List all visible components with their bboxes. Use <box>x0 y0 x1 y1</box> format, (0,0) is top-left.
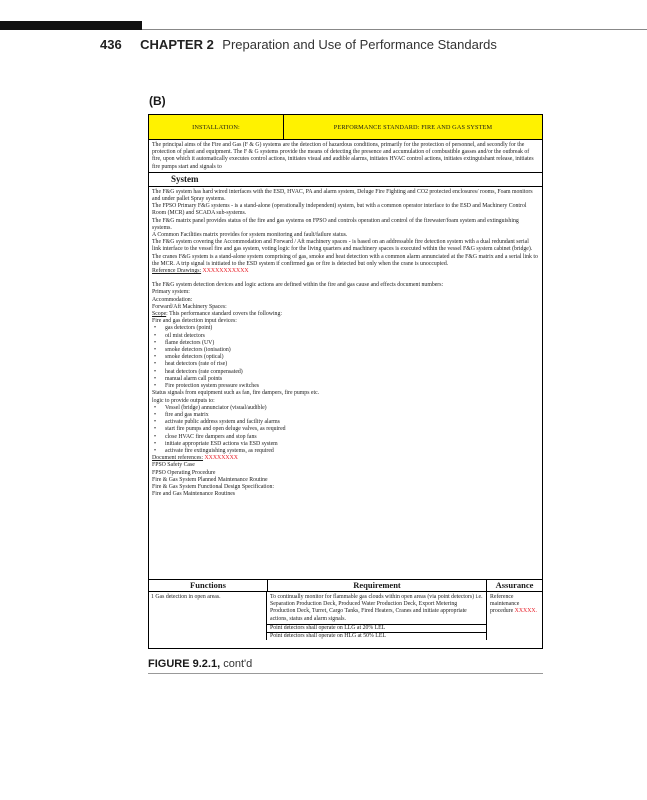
list-item: • heat detectors (rate of rise) <box>152 361 539 368</box>
list-item: • activate public address system and facility alarms <box>152 419 539 426</box>
functions-header: Functions <box>149 580 268 591</box>
list-item: • Vessel (bridge) annunciator (visual/audible) <box>152 405 539 412</box>
title-row <box>149 115 542 140</box>
header-bar-block <box>0 21 142 30</box>
functions-table <box>149 579 542 640</box>
system-paragraph: The F&G system covering the Accommodation and Forward / Aft machinery spaces - is based on an addressable fire detection system with a dual redundant serial link interface to the vessel fire and gas system, voting logic for the living quarters and machinery spaces is executed within the vessel F&G system cabinet (bridge). <box>152 239 533 253</box>
list-item: • smoke detectors (ionisation) <box>152 347 539 354</box>
system-paragraph: The F&G system has hard wired interfaces with the ESD, HVAC, PA and alarm system, Deluge Fire Fighting and CO2 protected enclosures/ rooms, Foam monitors and under pallet Spray systems. <box>152 188 533 203</box>
list-item: • Fire protection system pressure switches <box>152 383 539 390</box>
reference-drawings-value: XXXXXXXXXXX <box>202 268 249 275</box>
system-body <box>149 187 542 499</box>
page-number: 436 <box>100 37 122 52</box>
assurance-header: Assurance <box>495 580 534 590</box>
system-heading: System <box>149 172 542 187</box>
list-item: • smoke detectors (optical) <box>152 354 539 361</box>
chapter-title: Preparation and Use of Performance Standards <box>222 37 497 52</box>
logic-outputs-list <box>152 405 539 455</box>
reference-drawings-label: Reference Drawings: <box>152 268 202 275</box>
scope-text: : This performance standard covers the following: <box>166 311 282 318</box>
list-item: • heat detectors (rate compensated) <box>152 369 539 376</box>
input-devices-list <box>152 325 539 390</box>
forward-aft-line: Forward/Aft Machinery Spaces: <box>152 303 227 310</box>
requirement-header: Requirement <box>268 580 487 591</box>
requirement-cell <box>267 592 487 640</box>
accommodation-line: Accommodation: <box>152 296 193 303</box>
system-paragraph: The cranes F&G system is a stand-alone system comprising of gas, smoke and heat detection with a common alarm annunciated at the F&G matrix and a serial link to the MCR. A trip signal is initiated to the ESD system if confirmed gas or fire is detected but only when the crane is unoccupied. <box>152 253 538 267</box>
figure-part-label: (B) <box>149 94 166 108</box>
chapter-label: CHAPTER 2 <box>140 37 214 52</box>
list-item: • fire and gas matrix <box>152 412 539 419</box>
requirement-main: To continually monitor for flammable gas clouds within open areas (via point detectors) i.e. Separation Production Deck, Produced Water Production Deck, Export Metering Production Deck, Turret, Cargo Tanks, Fired Heaters, Cranes and initiate appropriate actions, status and alarm signals. <box>270 594 483 622</box>
table-header-row <box>149 579 542 592</box>
list-item: • flame detectors (UV) <box>152 340 539 347</box>
primary-system-line: Primary system: <box>152 289 190 296</box>
caption-rule <box>148 673 543 674</box>
caption-label: FIGURE 9.2.1, <box>148 658 221 670</box>
document-references <box>152 455 539 462</box>
function-text: Gas detection in open areas. <box>155 594 221 600</box>
caption-rest: cont'd <box>223 658 253 670</box>
intro-paragraph: The principal aims of the Fire and Gas (F & G) systems are the detection of hazardous conditions, primarily for the protection of personnel, and secondly for the protection of plant and equipment. The F & G systems provide the means of detecting the presence and accumulation of combustible gasses and/or the outbreak of fire, upon which it automatically executes control actions, initiates visual and audible alarms, initiates HVAC control actions, initiates extinguishant release, initiates fire pumps start and signals to <box>152 142 534 170</box>
running-header <box>100 36 497 54</box>
detection-paragraph: The F&G system detection devices and logic actions are defined within the fire and gas cause and effects document numbers: <box>152 282 444 289</box>
requirement-llg: Point detectors shall operate on LLG at 20% LEL <box>267 624 486 632</box>
document-item: Fire & Gas System Planned Maintenance Routine <box>152 476 268 483</box>
performance-standard-document <box>148 114 543 649</box>
function-cell <box>149 592 267 640</box>
list-item: • gas detectors (point) <box>152 325 539 332</box>
assurance-cell <box>487 592 542 640</box>
logic-outputs-label: logic to provide outputs to: <box>152 397 215 404</box>
input-devices-label: Fire and gas detection input devices: <box>152 318 237 325</box>
assurance-text: Reference maintenance procedure <box>490 594 520 615</box>
list-item: • oil mist detectors <box>152 333 539 340</box>
scope-label: Scope <box>152 311 167 318</box>
document-references-label: Document references: <box>152 455 204 462</box>
system-paragraph: A Common Facilities matrix provides for system monitoring and fault/failure status. <box>152 232 348 239</box>
figure-caption <box>148 658 252 670</box>
list-item: • manual alarm call points <box>152 376 539 383</box>
reference-drawings <box>152 268 539 275</box>
document-references-value: XXXXXXXX <box>204 455 238 462</box>
assurance-ref: XXXXX. <box>514 608 538 615</box>
document-item: Fire and Gas Maintenance Routines <box>152 491 236 498</box>
list-item: • initiate appropriate ESD actions via ESD system <box>152 441 539 448</box>
standard-title-cell: PERFORMANCE STANDARD: FIRE AND GAS SYSTEM <box>333 123 493 131</box>
list-item: • start fire pumps and open deluge valves, as required <box>152 426 539 433</box>
row-number: 1 <box>151 594 154 600</box>
status-signals-line: Status signals from equipment such as fan, fire dampers, fire pumps etc. <box>152 390 320 397</box>
list-item: • close HVAC fire dampers and stop fans <box>152 434 539 441</box>
scope-line <box>152 311 539 318</box>
system-paragraph: The F&G matrix panel provides status of the fire and gas systems on FPSO and controls operation and control of the firewater/foam system and extinguishing systems. <box>152 217 519 231</box>
document-item: FPSO Safety Case <box>152 462 195 469</box>
document-item: Fire & Gas System Functional Design Specification: <box>152 483 275 490</box>
table-row <box>149 592 542 640</box>
installation-cell: INSTALLATION: <box>149 115 284 139</box>
system-paragraph: The FPSO Primary F&G systems - is a stand-alone (operationally independent) system, but with a common operator interface to the ESD and Machinery Control Room (MCR) and SCADA sub-systems. <box>152 203 527 217</box>
list-item: • activate fire extinguishing systems, as required <box>152 448 539 455</box>
requirement-hlg: Point detectors shall operate on HLG at 50% LEL <box>267 632 486 640</box>
document-item: FPSO Operating Procedure <box>152 469 216 476</box>
header-rule <box>142 29 647 30</box>
